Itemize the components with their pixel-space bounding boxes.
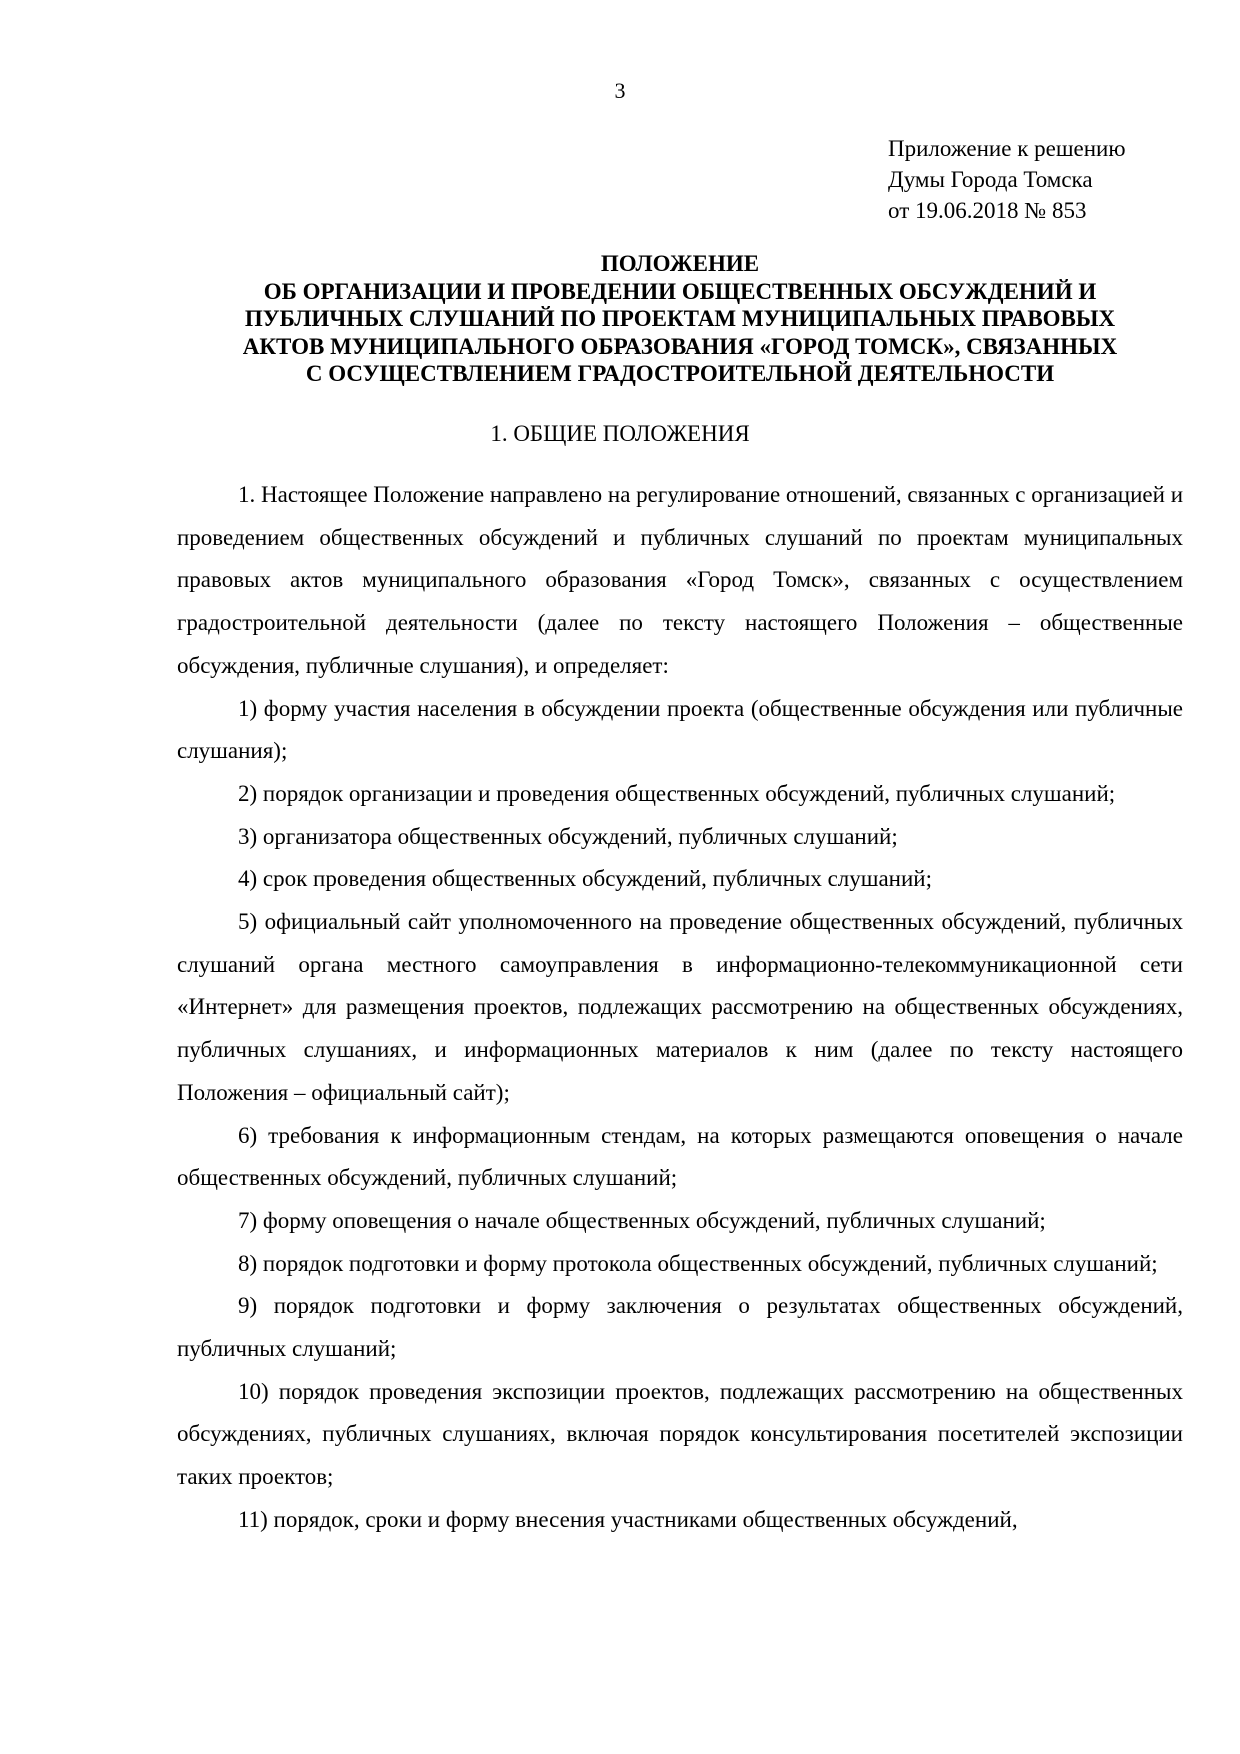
body-text — [177, 474, 1183, 1542]
appendix-note — [888, 133, 1126, 226]
appendix-line: Приложение к решению — [888, 136, 1126, 161]
title-line: ОБ ОРГАНИЗАЦИИ И ПРОВЕДЕНИИ ОБЩЕСТВЕННЫХ ОБСУЖДЕНИЙ И — [263, 278, 1097, 304]
list-item: 4) срок проведения общественных обсуждений, публичных слушаний; — [238, 866, 932, 892]
title-line: ПОЛОЖЕНИЕ — [600, 251, 760, 276]
title-line: АКТОВ МУНИЦИПАЛЬНОГО ОБРАЗОВАНИЯ «ГОРОД ТОМСК», СВЯЗАННЫХ — [242, 333, 1118, 359]
list-item: 2) порядок организации и проведения общественных обсуждений, публичных слушаний; — [238, 780, 1116, 806]
list-item: 7) форму оповещения о начале общественных обсуждений, публичных слушаний; — [238, 1207, 1046, 1233]
title-line: ПУБЛИЧНЫХ СЛУШАНИЙ ПО ПРОЕКТАМ МУНИЦИПАЛЬНЫХ ПРАВОВЫХ — [244, 306, 1116, 331]
list-item: 1) форму участия населения в обсуждении проекта (общественные обсуждения или публичные слушания); — [177, 695, 1183, 764]
page-number: 3 — [614, 78, 626, 103]
list-item: 9) порядок подготовки и форму заключения о результатах общественных обсуждений, публичных слушаний; — [177, 1293, 1183, 1362]
list-item: 11) порядок, сроки и форму внесения участниками общественных обсуждений, — [238, 1506, 1018, 1532]
list-item: 5) официальный сайт уполномоченного на проведение общественных обсуждений, публичных слушаний органа местного самоуправления в информационно-телекоммуникационной сети «Интернет» для размещения проектов, подлежащих рассмотрению на общественных обсуждениях, публичных слушаниях, и информационных материалов к ним (далее по тексту настоящего Положения – официальный сайт); — [177, 909, 1183, 1105]
list-item: 3) организатора общественных обсуждений, публичных слушаний; — [238, 823, 898, 849]
section-heading: 1. ОБЩИЕ ПОЛОЖЕНИЯ — [490, 421, 750, 446]
list-item: 6) требования к информационным стендам, на которых размещаются оповещения о начале общественных обсуждений, публичных слушаний; — [177, 1122, 1183, 1191]
list-item: 10) порядок проведения экспозиции проектов, подлежащих рассмотрению на общественных обсуждениях, публичных слушаниях, включая порядок консультирования посетителей экспозиции таких проектов; — [177, 1378, 1183, 1490]
list-item: 8) порядок подготовки и форму протокола общественных обсуждений, публичных слушаний; — [238, 1250, 1158, 1276]
title-line: С ОСУЩЕСТВЛЕНИЕМ ГРАДОСТРОИТЕЛЬНОЙ ДЕЯТЕЛЬНОСТИ — [305, 361, 1055, 386]
paragraph: 1. Настоящее Положение направлено на регулирование отношений, связанных с организацией и проведением общественных обсуждений и публичных слушаний по проектам муниципальных правовых актов муниципального образования «Город Томск», связанных с осуществлением градостроительной деятельности (далее по тексту настоящего Положения – общественные обсуждения, публичные слушания), и определяет: — [177, 482, 1183, 678]
document-title — [170, 250, 1190, 388]
appendix-line: Думы Города Томска — [888, 167, 1093, 192]
appendix-line: от 19.06.2018 № 853 — [888, 198, 1087, 223]
